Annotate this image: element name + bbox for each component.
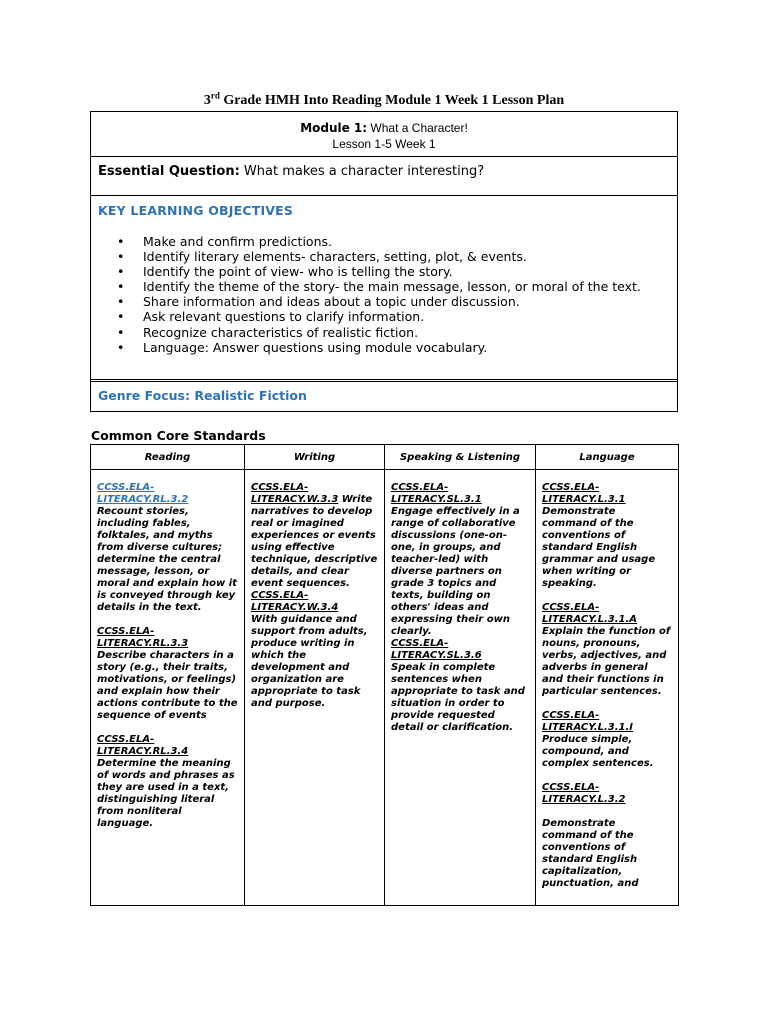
writing-cell: [245, 470, 385, 906]
standard-code: CCSS.ELA- LITERACY.W.3.3: [251, 482, 339, 505]
column-header-reading: Reading: [91, 445, 245, 470]
page-title: 3rd Grade HMH Into Reading Module 1 Week 1 Lesson Plan: [203, 90, 565, 108]
standard-item: CCSS.ELA- LITERACY.L.3.1.A Explain the function of nouns, pronouns, verbs, adjectives, and adverbs in general and their functions in particular sentences.: [542, 602, 671, 697]
standard-code: CCSS.ELA- LITERACY.RL.3.3: [97, 626, 189, 649]
objectives-heading: KEY LEARNING OBJECTIVES: [98, 203, 294, 218]
standard-code: CCSS.ELA- LITERACY.L.3.1.I: [542, 710, 634, 733]
standard-item: CCSS.ELA- LITERACY.SL.3.1 Engage effectively in a range of collaborative discussions (one-on-one, in groups, and teacher-led) with diverse partners on grade 3 topics and texts, building on others' ideas and expressing their own clearly.: [391, 482, 520, 637]
standards-table: [90, 444, 679, 906]
standard-item: CCSS.ELA- LITERACY.L.3.2 Demonstrate command of the conventions of standard English capitalization, punctuation, and: [542, 782, 639, 889]
standard-item: CCSS.ELA- LITERACY.RL.3.3 Describe characters in a story (e.g., their traits, motivations, or feelings) and explain how their actions contribute to the sequence of events: [97, 626, 238, 721]
objectives-list: [98, 234, 677, 355]
standard-item: CCSS.ELA- LITERACY.W.3.3 Write narratives to develop real or imagined experiences or events using effective technique, descriptive details, and clear event sequences.: [251, 482, 378, 589]
column-header-writing: Writing: [245, 445, 385, 470]
list-item: • Identify the theme of the story- the main message, lesson, or moral of the text.: [117, 279, 641, 295]
list-item: • Ask relevant questions to clarify information.: [117, 309, 425, 325]
essential-question-row: [91, 157, 677, 196]
standard-code: CCSS.ELA- LITERACY.SL.3.1: [391, 482, 482, 505]
genre-focus: Genre Focus: Realistic Fiction: [98, 388, 307, 403]
module-row: [91, 112, 677, 157]
speaking-listening-cell: [385, 470, 536, 906]
standard-code: CCSS.ELA- LITERACY.L.3.1.A: [542, 602, 638, 625]
standard-item: CCSS.ELA- LITERACY.RL.3.2 Recount stories, including fables, folktales, and myths from diverse cultures; determine the central message, lesson, or moral and explain how it is conveyed through key details in the text.: [97, 482, 237, 613]
list-item: • Language: Answer questions using module vocabulary.: [117, 339, 488, 355]
standards-heading: Common Core Standards: [91, 428, 266, 443]
standard-item: CCSS.ELA- LITERACY.L.3.1 Demonstrate command of the conventions of standard English grammar and usage when writing or speaking.: [542, 482, 656, 589]
module-name: What a Character!: [367, 121, 468, 135]
module-label: Module 1:: [300, 121, 368, 135]
standard-code-link[interactable]: CCSS.ELA- LITERACY.RL.3.2: [97, 482, 189, 505]
standard-item: CCSS.ELA- LITERACY.RL.3.4 Determine the meaning of words and phrases as they are used in a text, distinguishing literal from nonliteral language.: [97, 734, 235, 829]
list-item: • Identify the point of view- who is telling the story.: [117, 264, 453, 280]
standard-item: CCSS.ELA- LITERACY.L.3.1.I Produce simple, compound, and complex sentences.: [542, 710, 654, 769]
standard-code: CCSS.ELA- LITERACY.SL.3.6: [391, 638, 482, 661]
column-header-speaking-listening: Speaking & Listening: [385, 445, 536, 470]
standard-code: CCSS.ELA- LITERACY.RL.3.4: [97, 734, 189, 757]
language-cell: [536, 470, 679, 906]
essential-question-label: Essential Question:: [98, 164, 240, 179]
list-item: • Recognize characteristics of realistic fiction.: [117, 324, 419, 340]
column-header-language: Language: [536, 445, 679, 470]
list-item: • Make and confirm predictions.: [117, 234, 332, 249]
objectives-row: [91, 196, 677, 382]
list-item: • Identify literary elements- characters, setting, plot, & events.: [117, 249, 527, 265]
standard-code: CCSS.ELA- LITERACY.L.3.1: [542, 482, 626, 505]
standard-code: CCSS.ELA- LITERACY.L.3.2: [542, 782, 626, 805]
lesson-plan-box: [90, 111, 678, 412]
essential-question-text: What makes a character interesting?: [239, 164, 485, 179]
standard-item: CCSS.ELA- LITERACY.SL.3.6 Speak in complete sentences when appropriate to task and situation in order to provide requested detail or clarification.: [391, 638, 525, 733]
standard-code: CCSS.ELA- LITERACY.W.3.4: [251, 590, 339, 613]
lesson-range: Lesson 1-5 Week 1: [332, 137, 436, 151]
list-item: • Share information and ideas about a topic under discussion.: [117, 294, 520, 310]
reading-cell: [91, 470, 245, 906]
standard-item: CCSS.ELA- LITERACY.W.3.4 With guidance and support from adults, produce writing in which the development and organization are appropriate to task and purpose.: [251, 590, 368, 709]
